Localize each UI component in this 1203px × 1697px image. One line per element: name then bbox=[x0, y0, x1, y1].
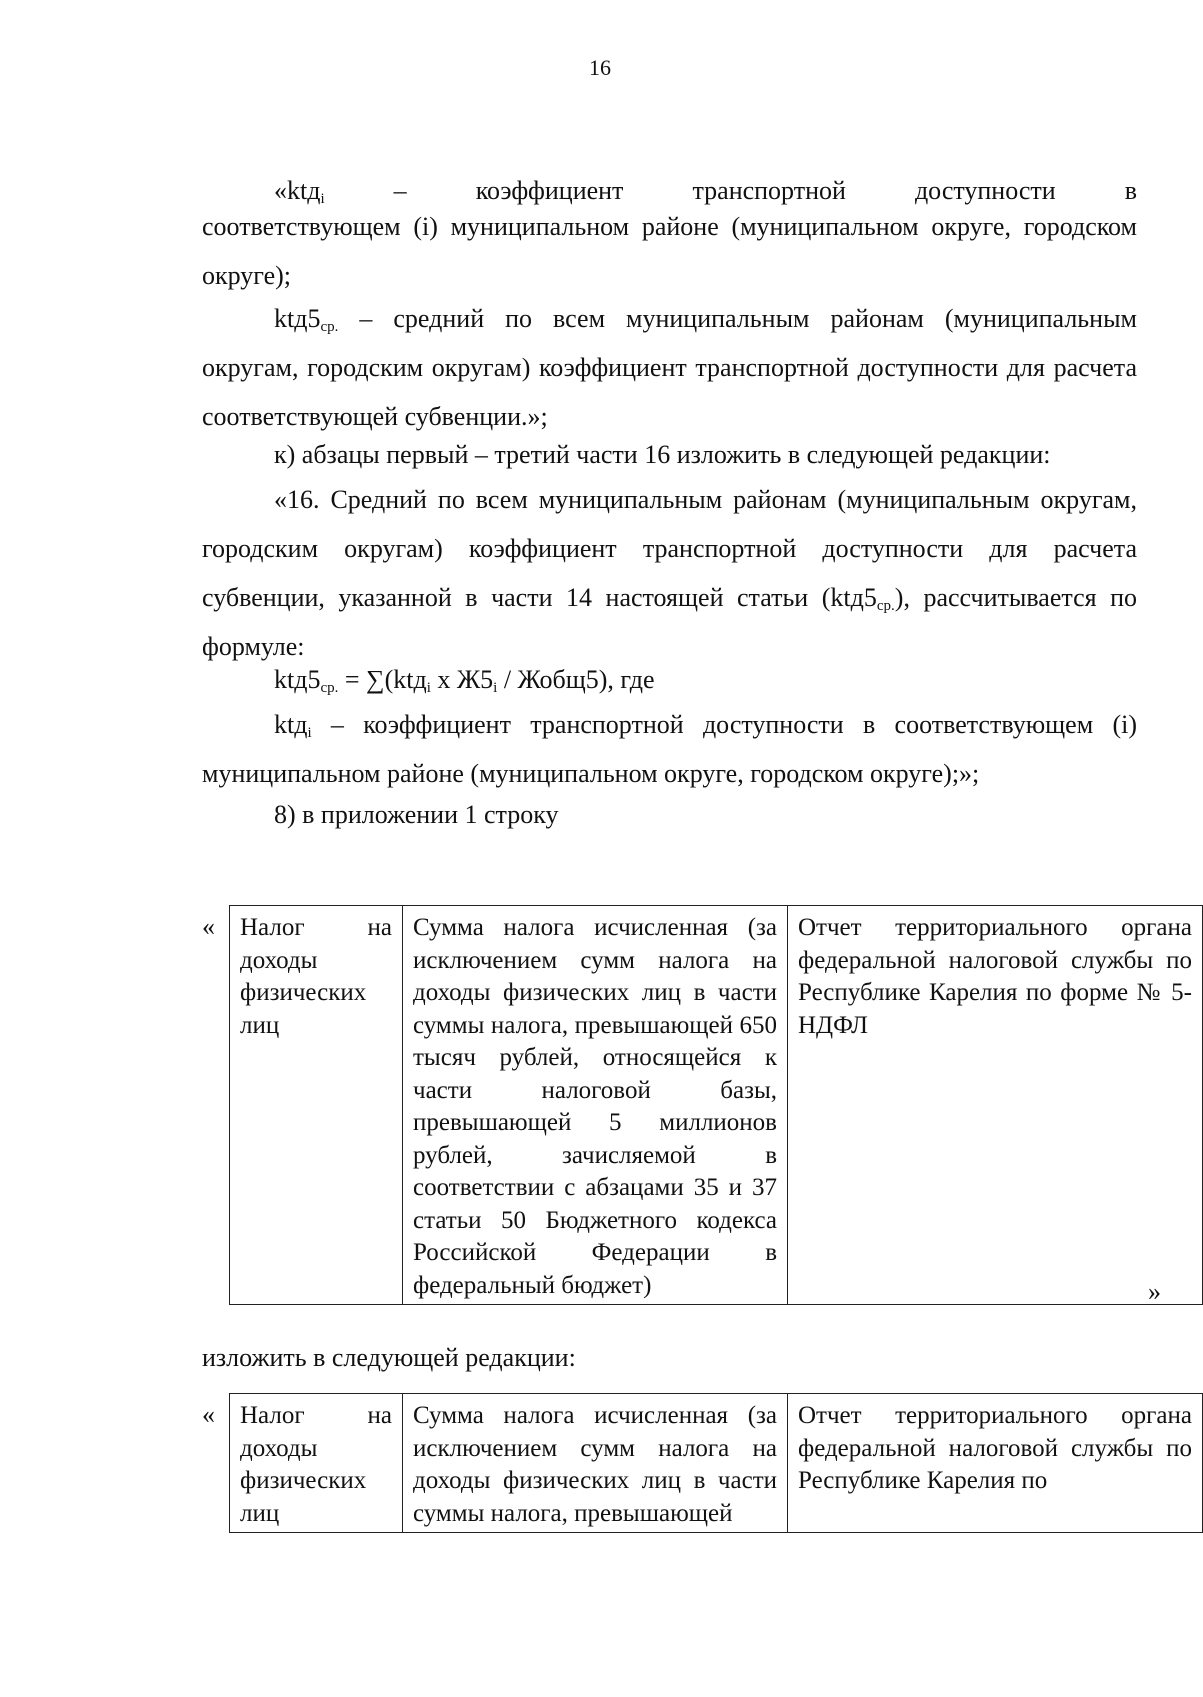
open-quote: « bbox=[202, 912, 215, 941]
cell-tax-description: Сумма налога исчисленная (за исключением сумм налога на доходы физических лиц в части суммы налога, превышающей 650 тысяч рублей, относящейся к части налоговой базы, превышающей 5 миллионов рублей, зачисляемой в соответствии с абзацами 35 и 37 статьи 50 Бюджетного кодекса Российской Федерации в федеральный бюджет) bbox=[403, 906, 788, 1305]
word: коэффициент bbox=[475, 176, 624, 205]
cell-report-source: Отчет территориального органа федеральной налоговой службы по Республике Карелия по bbox=[788, 1394, 1203, 1533]
close-quote: » bbox=[1148, 1277, 1161, 1306]
paragraph-part-16: «16. Средний по всем муниципальным районам (муниципальным округам, городским округам) коэффициент транспортной доступности для расчета субвенции, указанной в части 14 настоящей статьи $(ktд5_{ср.})$, рассчитывается по формуле: bbox=[202, 485, 1138, 661]
paragraph-new-edition: изложить в следующей редакции: bbox=[202, 1343, 576, 1372]
table-row bbox=[230, 1394, 1203, 1533]
paragraph-ktd5-avg: $ktд5_{ср.}$ – средний по всем муниципальным районам (муниципальным округам, городским округам) коэффициент транспортной доступности для расчета соответствующей субвенции.»; bbox=[202, 304, 1137, 431]
word: транспортной bbox=[692, 176, 846, 205]
table-new-row-container bbox=[228, 1393, 1192, 1537]
paragraph-ktd-i-definition: ktд$_i$ – коэффициент транспортной доступности в соответствующем (i) муниципальном районе (муниципальном округе, городском округе);»; bbox=[202, 710, 1137, 788]
table-new-row bbox=[229, 1393, 1203, 1533]
table-old-row bbox=[229, 905, 1203, 1305]
paragraph-ktd-i-rest: соответствующем (i) муниципальном районе (муниципальном округе, городском округе); bbox=[202, 212, 1137, 290]
cell-report-source: Отчет территориального органа федеральной налоговой службы по Республике Карелия по форме № 5-НДФЛ bbox=[788, 906, 1203, 1305]
open-quote-2: « bbox=[202, 1400, 215, 1429]
paragraph-amendment-k: к) абзацы первый – третий части 16 изложить в следующей редакции: bbox=[274, 440, 1051, 469]
paragraph-amendment-8: 8) в приложении 1 строку bbox=[274, 800, 559, 829]
word: в bbox=[1124, 176, 1137, 205]
page-number: 16 bbox=[589, 55, 611, 80]
word: доступности bbox=[914, 176, 1056, 205]
ktd-i-term: «ktд$_i$ bbox=[274, 176, 325, 207]
cell-tax-description: Сумма налога исчисленная (за исключением сумм налога на доходы физических лиц в части суммы налога, превышающей bbox=[403, 1394, 788, 1533]
table-row bbox=[230, 906, 1203, 1305]
formula: $ktд5_{ср.} = \sum(ktд_i$ x $Ж5_i$ / Жобщ5), где bbox=[274, 665, 655, 696]
cell-tax-name: Налог на доходы физических лиц bbox=[230, 1394, 403, 1533]
cell-tax-name: Налог на доходы физических лиц bbox=[230, 906, 403, 1305]
dash: – bbox=[393, 176, 407, 205]
